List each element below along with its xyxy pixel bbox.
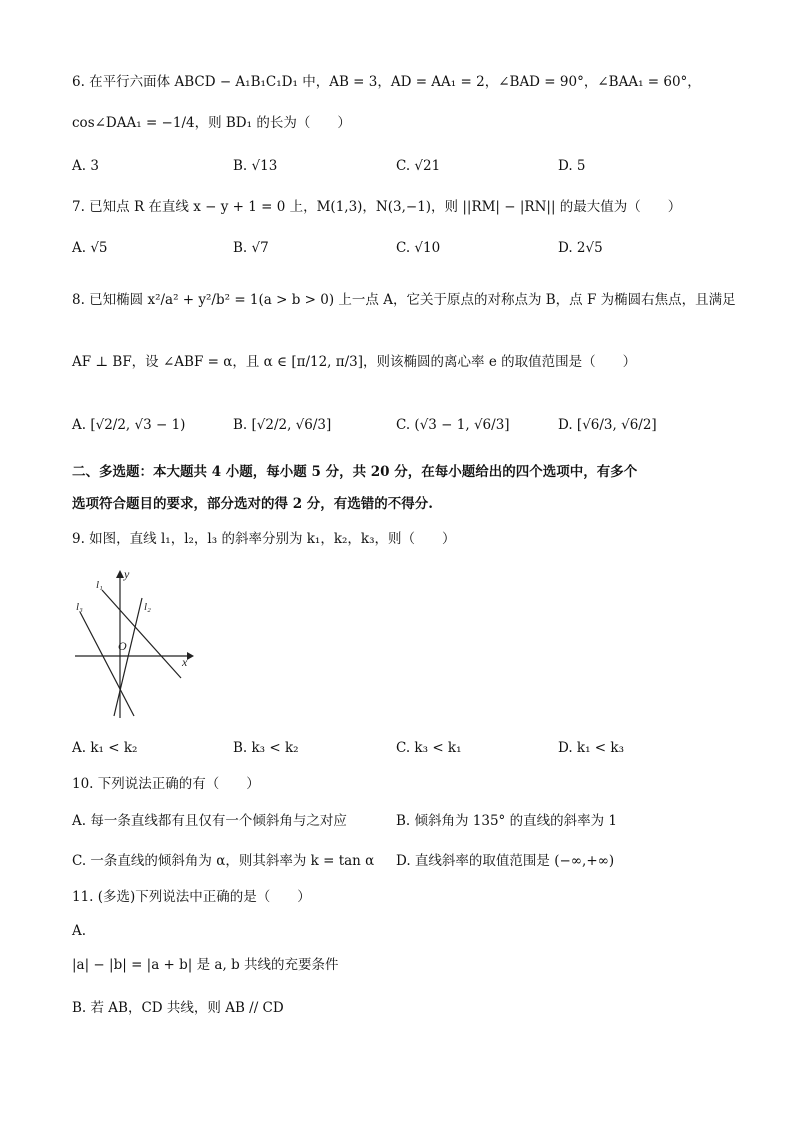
q8-option-a[interactable]: A. [√2/2, √3 − 1) bbox=[72, 417, 186, 433]
q8-option-c[interactable]: C. (√3 − 1, √6/3] bbox=[396, 417, 510, 433]
q10-option-b[interactable]: B. 倾斜角为 135° 的直线的斜率为 1 bbox=[396, 813, 617, 829]
label-y: y bbox=[124, 567, 130, 581]
line-l1 bbox=[102, 590, 181, 678]
q11-stem: 11. (多选)下列说法中正确的是（ ） bbox=[72, 889, 311, 905]
q9-stem: 9. 如图，直线 l₁，l₂，l₃ 的斜率分别为 k₁，k₂，k₃，则（ ） bbox=[72, 531, 456, 547]
q10-option-a[interactable]: A. 每一条直线都有且仅有一个倾斜角与之对应 bbox=[72, 813, 347, 829]
q7-option-a[interactable]: A. √5 bbox=[72, 240, 108, 256]
section-2-heading-line1: 二、多选题：本大题共 4 小题，每小题 5 分，共 20 分，在每小题给出的四个选项中，有多个 bbox=[72, 464, 638, 480]
q9-option-b[interactable]: B. k₃ < k₂ bbox=[233, 740, 299, 756]
q9-option-d[interactable]: D. k₁ < k₃ bbox=[558, 740, 625, 756]
label-l1: l₁ bbox=[96, 579, 103, 591]
q8-option-b[interactable]: B. [√2/2, √6/3] bbox=[233, 417, 332, 433]
q6-option-c[interactable]: C. √21 bbox=[396, 158, 441, 174]
y-axis-arrow bbox=[116, 570, 124, 578]
q6-stem-line2: cos∠DAA₁ = −1/4，则 BD₁ 的长为（ ） bbox=[72, 115, 351, 131]
q8-stem-line1: 8. 已知椭圆 x²/a² + y²/b² = 1(a > b > 0) 上一点 A，它关于原点的对称点为 B，点 F 为椭圆右焦点，且满足 bbox=[72, 292, 736, 308]
label-l2: l₂ bbox=[144, 601, 151, 613]
q10-option-c[interactable]: C. 一条直线的倾斜角为 α，则其斜率为 k = tan α bbox=[72, 853, 375, 869]
q6-option-d[interactable]: D. 5 bbox=[558, 158, 586, 174]
q11-option-a-label: A. bbox=[72, 923, 87, 939]
q7-option-c[interactable]: C. √10 bbox=[396, 240, 441, 256]
section-2-heading-line2: 选项符合题目的要求，部分选对的得 2 分，有选错的不得分. bbox=[72, 496, 433, 512]
q11-option-b[interactable]: B. 若 AB，CD 共线，则 AB // CD bbox=[72, 1000, 284, 1016]
line-l2 bbox=[114, 598, 142, 716]
q9-option-a[interactable]: A. k₁ < k₂ bbox=[72, 740, 138, 756]
q9-option-c[interactable]: C. k₃ < k₁ bbox=[396, 740, 462, 756]
label-l3: l₃ bbox=[76, 601, 83, 613]
q8-option-d[interactable]: D. [√6/3, √6/2] bbox=[558, 417, 657, 433]
q6-option-b[interactable]: B. √13 bbox=[233, 158, 278, 174]
q10-stem: 10. 下列说法正确的有（ ） bbox=[72, 776, 260, 792]
label-origin: O bbox=[118, 639, 127, 653]
q10-option-d[interactable]: D. 直线斜率的取值范围是 (−∞,+∞) bbox=[396, 853, 615, 869]
q6-stem-line1: 6. 在平行六面体 ABCD − A₁B₁C₁D₁ 中，AB = 3，AD = AA₁ = 2，∠BAD = 90°，∠BAA₁ = 60°， bbox=[72, 74, 701, 90]
q8-stem-line2: AF ⊥ BF，设 ∠ABF = α，且 α ∈ [π/12, π/3]，则该椭圆的离心率 e 的取值范围是（ ） bbox=[72, 354, 637, 370]
q9-figure bbox=[70, 562, 195, 722]
q6-option-a[interactable]: A. 3 bbox=[72, 158, 99, 174]
q7-option-d[interactable]: D. 2√5 bbox=[558, 240, 603, 256]
label-x: x bbox=[182, 655, 188, 669]
x-axis-arrow bbox=[187, 652, 194, 660]
q9-lines-diagram bbox=[70, 562, 195, 722]
q7-option-b[interactable]: B. √7 bbox=[233, 240, 269, 256]
q7-stem: 7. 已知点 R 在直线 x − y + 1 = 0 上，M(1,3)，N(3,−1)，则 ||RM| − |RN|| 的最大值为（ ） bbox=[72, 199, 682, 215]
q11-option-a[interactable]: |a| − |b| = |a + b| 是 a, b 共线的充要条件 bbox=[72, 957, 339, 973]
